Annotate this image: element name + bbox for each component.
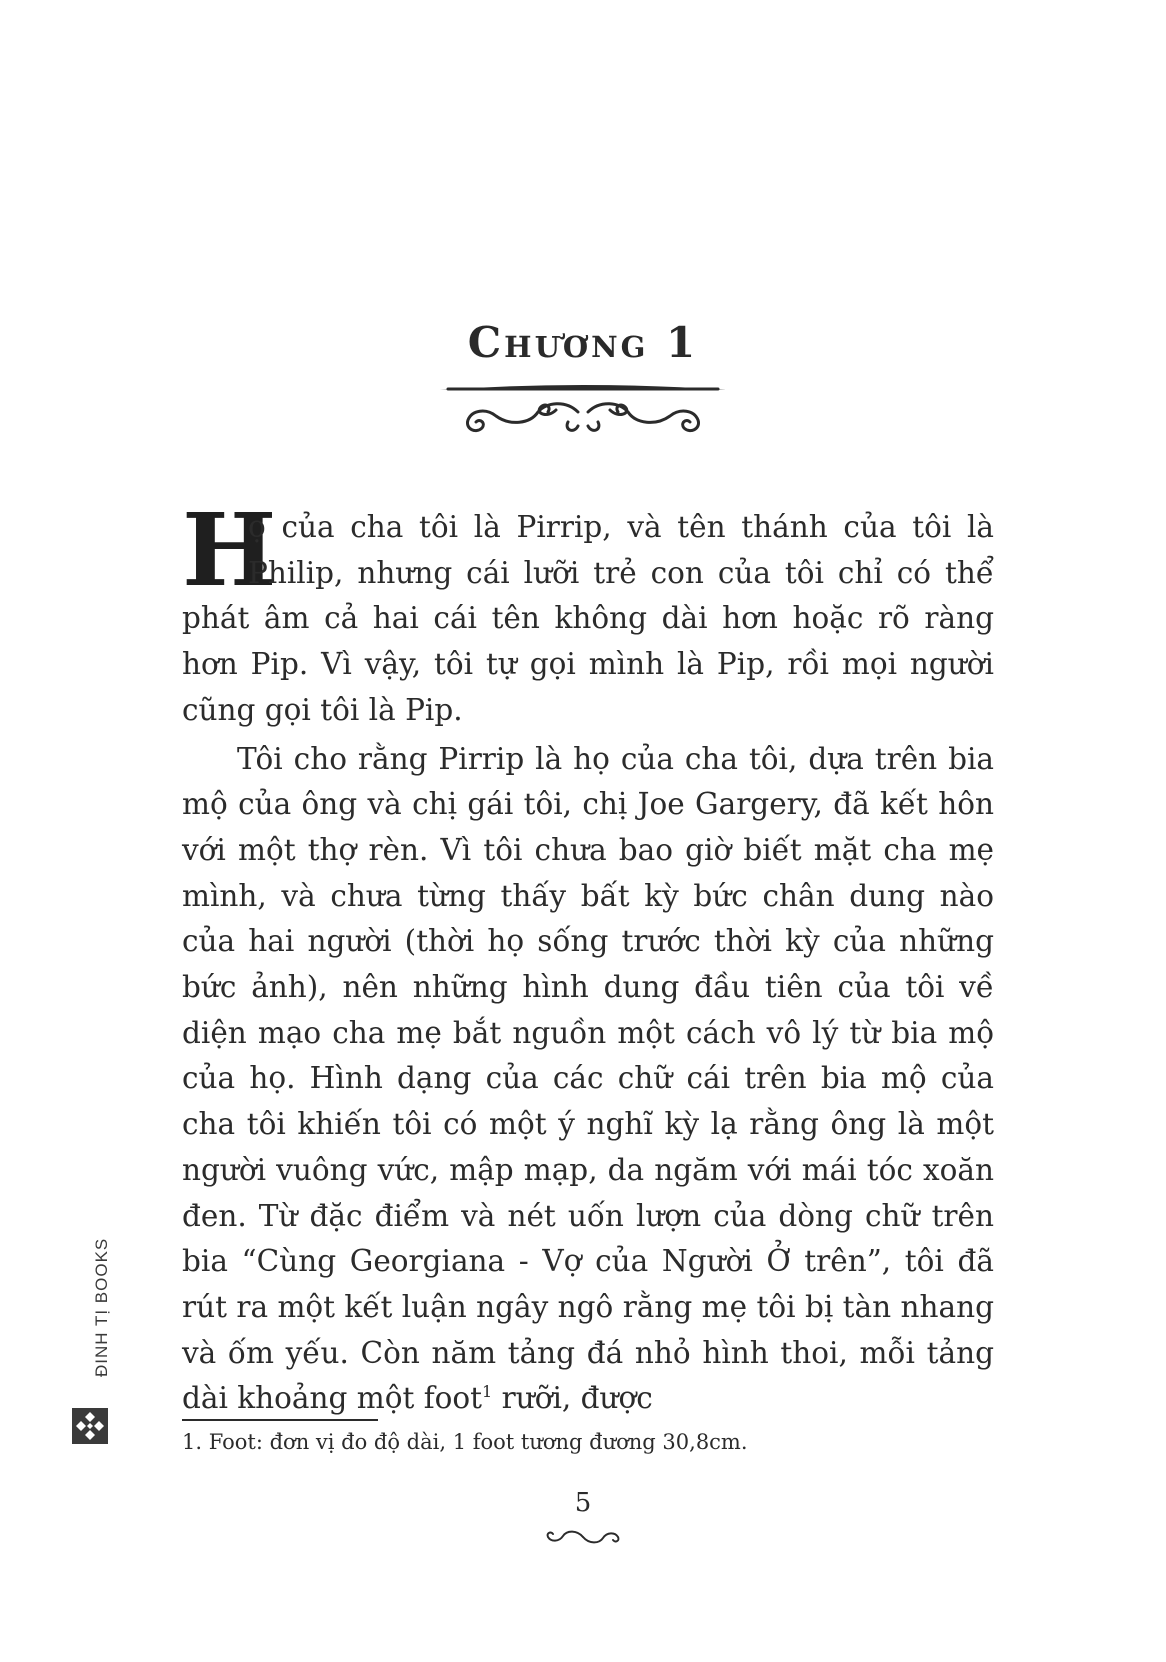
paragraph-2-text: Tôi cho rằng Pirrip là họ của cha tôi, dựa trên bia mộ của ông và chị gái tôi, chị Joe Gargery, đã kết hôn với một thợ rèn. Vì tôi chưa bao giờ biết mặt cha mẹ mình, và chưa từng thấy bất kỳ bức chân dung nào của hai người (thời họ sống trước thời kỳ của những bức ảnh), nên những hình dung đầu tiên của tôi về diện mạo cha mẹ bắt nguồn một cách vô lý từ bia mộ của họ. Hình dạng của các chữ cái trên bia mộ của cha tôi khiến tôi có một ý nghĩ kỳ lạ rằng ông là một người vuông vức, mập mạp, da ngăm với mái tóc xoăn đen. Từ đặc điểm và nét uốn lượn của dòng chữ trên bia “Cùng Georgiana - Vợ của Người Ở trên”, tôi đã rút ra một kết luận ngây ngô rằng mẹ tôi bị tàn nhang và ốm yếu. Còn năm tảng đá nhỏ hình thoi, mỗi tảng dài khoảng một foot bbox=[182, 741, 994, 1416]
footnote-divider bbox=[182, 1419, 378, 1421]
footnote: 1. Foot: đơn vị đo độ dài, 1 foot tương đương 30,8cm. bbox=[182, 1430, 748, 1454]
page-ornament-icon bbox=[543, 1526, 623, 1548]
publisher-name: ĐINH TỊ BOOKS bbox=[92, 1237, 111, 1377]
paragraph-1-text: ọ của cha tôi là Pirrip, và tên thánh của tôi là Philip, nhưng cái lưỡi trẻ con của tôi chỉ có thể phát âm cả hai cái tên không dài hơn hoặc rõ ràng hơn Pip. Vì vậy, tôi tự gọi mình là Pip, rồi mọi người cũng gọi tôi là Pip. bbox=[182, 510, 994, 727]
page-number: 5 bbox=[574, 1488, 592, 1518]
publisher-logo-icon bbox=[72, 1408, 108, 1444]
chapter-ornament-icon bbox=[438, 382, 728, 442]
footnote-reference: 1 bbox=[482, 1382, 493, 1402]
chapter-body bbox=[182, 491, 994, 1425]
paragraph-2 bbox=[182, 737, 994, 1423]
drop-cap: H bbox=[182, 491, 277, 609]
paragraph-2-end: rưỡi, được bbox=[492, 1381, 653, 1416]
chapter-title: Chương 1 bbox=[467, 318, 699, 367]
paragraph-1 bbox=[182, 491, 994, 734]
